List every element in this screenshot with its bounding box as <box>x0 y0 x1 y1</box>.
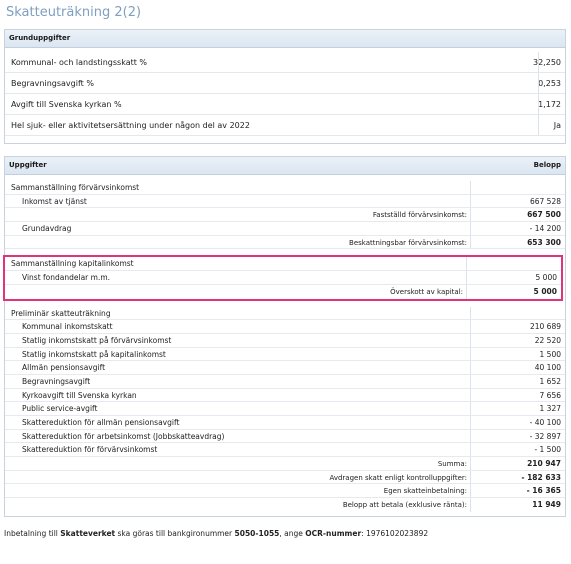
employment-income-label: Inkomst av tjänst <box>22 196 87 206</box>
footer-text-2: ska göras till bankgironummer <box>115 529 235 538</box>
own-payment-label: Egen skatteinbetalning: <box>383 487 467 496</box>
preliminary-row-value: 22 520 <box>534 335 561 345</box>
basic-info-row <box>5 52 565 73</box>
footer-agency: Skatteverket <box>60 529 116 538</box>
basic-info-row <box>5 94 565 115</box>
preliminary-row-label: Kommunal inkomstskatt <box>22 322 113 332</box>
preliminary-row-value: 40 100 <box>534 363 561 373</box>
sum-row <box>5 457 565 471</box>
preliminary-row-value: 1 652 <box>539 376 561 386</box>
capital-income-highlight <box>3 255 563 300</box>
preliminary-row-value: 7 656 <box>539 390 561 400</box>
sickness-compensation-value: Ja <box>553 121 561 130</box>
preliminary-row-value: 210 689 <box>529 322 561 332</box>
preliminary-row-label: Skattereduktion för arbetsinkomst (Jobbskatteavdrag) <box>22 431 225 441</box>
basic-deduction-row <box>5 222 565 236</box>
preliminary-row <box>5 416 565 430</box>
withheld-tax-value: - 182 633 <box>521 472 561 482</box>
withheld-tax-row <box>5 471 565 485</box>
sickness-compensation-label: Hel sjuk- eller aktivitetsersättning under någon del av 2022 <box>11 121 250 130</box>
preliminary-row <box>5 389 565 403</box>
preliminary-row-value: 1 500 <box>539 349 561 359</box>
employment-income-row <box>5 195 565 209</box>
established-income-label: Fastställd förvärvsinkomst: <box>372 211 467 220</box>
preliminary-row <box>5 375 565 389</box>
own-payment-row <box>5 484 565 498</box>
capital-gain-label: Vinst fondandelar m.m. <box>22 273 111 283</box>
burial-fee-label: Begravningsavgift % <box>11 79 94 88</box>
capital-surplus-value: 5 000 <box>533 286 557 296</box>
capital-section-title: Sammanställning kapitalinkomst <box>11 259 134 269</box>
details-header <box>5 157 565 175</box>
basic-info-panel <box>4 29 566 144</box>
sum-value: 210 947 <box>527 459 561 469</box>
details-header-right: Belopp <box>533 161 561 169</box>
preliminary-row <box>5 402 565 416</box>
burial-fee-value: 0,253 <box>538 79 561 88</box>
amount-to-pay-label: Belopp att betala (exklusive ränta): <box>342 501 467 510</box>
preliminary-row <box>5 361 565 375</box>
payment-instruction <box>4 529 428 538</box>
preliminary-row-label: Public service-avgift <box>22 404 98 414</box>
church-fee-label: Avgift till Svenska kyrkan % <box>11 100 122 109</box>
basic-deduction-value: - 14 200 <box>529 224 561 234</box>
basic-info-row <box>5 73 565 94</box>
preliminary-section-title-row <box>5 307 565 321</box>
preliminary-row-label: Allmän pensionsavgift <box>22 363 106 373</box>
taxable-income-row <box>5 236 565 250</box>
established-income-row <box>5 208 565 222</box>
employment-section-title-row <box>5 181 565 195</box>
basic-info-header-label: Grunduppgifter <box>9 34 71 42</box>
preliminary-row-value: - 40 100 <box>529 418 561 427</box>
basic-deduction-label: Grundavdrag <box>22 224 72 234</box>
taxable-income-label: Beskattningsbar förvärvsinkomst: <box>349 238 467 247</box>
capital-gain-value: 5 000 <box>535 273 557 283</box>
preliminary-row <box>5 320 565 334</box>
municipal-tax-label: Kommunal- och landstingsskatt % <box>11 58 148 67</box>
preliminary-row <box>5 443 565 457</box>
preliminary-row-label: Kyrkoavgift till Svenska kyrkan <box>22 390 137 400</box>
capital-surplus-row <box>5 285 561 299</box>
employment-section-title: Sammanställning förvärvsinkomst <box>11 183 140 192</box>
employment-income-value: 667 528 <box>529 196 561 206</box>
details-header-left: Uppgifter <box>9 161 47 169</box>
preliminary-row <box>5 348 565 362</box>
footer-text-1: Inbetalning till <box>4 529 61 538</box>
preliminary-section-title: Preliminär skatteuträkning <box>11 308 111 318</box>
preliminary-row-label: Statlig inkomstskatt på förvärvsinkomst <box>22 335 172 345</box>
amount-to-pay-row <box>5 498 565 512</box>
sum-label: Summa: <box>437 460 467 469</box>
footer-ocr-value: 1976102023892 <box>366 529 429 538</box>
taxable-income-value: 653 300 <box>527 237 561 247</box>
preliminary-row-value: - 1 500 <box>534 445 561 455</box>
footer-text-3: , ange <box>279 529 306 538</box>
capital-section-title-row <box>5 257 561 271</box>
preliminary-row-label: Statlig inkomstskatt på kapitalinkomst <box>22 349 166 359</box>
preliminary-row-label: Skattereduktion för förvärvsinkomst <box>22 445 158 455</box>
own-payment-value: - 16 365 <box>526 486 561 496</box>
church-fee-value: 1,172 <box>538 100 561 109</box>
basic-info-header <box>5 30 565 48</box>
preliminary-row <box>5 430 565 444</box>
preliminary-row-label: Begravningsavgift <box>22 376 91 386</box>
municipal-tax-value: 32,250 <box>533 58 561 67</box>
capital-gain-row <box>5 271 561 285</box>
basic-info-row <box>5 115 565 136</box>
capital-surplus-label: Överskott av kapital: <box>390 287 463 296</box>
preliminary-row <box>5 334 565 348</box>
preliminary-row-value: - 32 897 <box>529 431 561 441</box>
footer-bankgiro: 5050-1055 <box>234 529 280 538</box>
established-income-value: 667 500 <box>527 210 561 220</box>
footer-ocr-label: OCR-nummer <box>305 529 362 538</box>
withheld-tax-label: Avdragen skatt enligt kontrolluppgifter: <box>329 473 467 482</box>
preliminary-row-label: Skattereduktion för allmän pensionsavgift <box>22 418 180 427</box>
footer-text-4: : <box>361 529 367 538</box>
amount-to-pay-value: 11 949 <box>532 500 561 510</box>
page-title: Skatteuträkning 2(2) <box>6 5 142 20</box>
details-panel <box>4 156 566 517</box>
preliminary-row-value: 1 327 <box>539 404 561 414</box>
